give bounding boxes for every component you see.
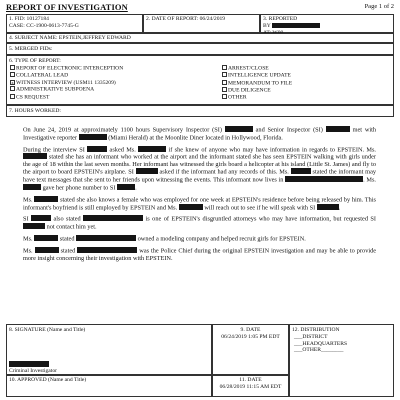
reported-label: 3. REPORTED (263, 16, 298, 22)
distribution-item[interactable]: ___OTHER________ (294, 347, 344, 354)
checkbox[interactable] (222, 80, 227, 85)
checkbox[interactable] (222, 72, 227, 77)
narrative-paragraph: During the interview SI asked Ms. if she knew of anyone who may have information in regards to EPSTEIN. Ms. stated she has an informant who worked at the airport and the informant stated she has seen EPSTEIN walking with girls under the age of 18 within the last seven months. Her informant has witnessed the girls board a helicopter at his island (Little St. James) and fly to the airport to board EPSTEIN's airplane. SI asked if the informant had any records of this. Ms. stated the informant may have text messages that she sent to her friends upon witnessing the events. This informant now lives in . Ms. gave her phone number to SI . (23, 146, 377, 192)
narrative-paragraph: SI also stated is one of EPSTEIN's disgruntled attorneys who may have information, but requested SI not contact him yet. (23, 215, 376, 231)
reported-at-field: AT: W00 (263, 29, 284, 36)
type-option-due-diligence[interactable]: DUE DILIGENCE (222, 87, 292, 94)
narrative (23, 126, 376, 266)
type-option-subpoena[interactable]: ADMINISTRATIVE SUBPOENA (10, 86, 123, 93)
report-title: REPORT OF INVESTIGATION (6, 2, 128, 12)
reported-by-label: BY (263, 22, 271, 29)
type-of-report-box (6, 55, 394, 105)
signature-label: 8. SIGNATURE (Name and Title) (9, 327, 86, 333)
narrative-paragraph: Ms. stated she also knows a female who was employed for one week at EPSTEIN's residence before being released by him. This informant's boyfriend is still employed by EPSTEIN and Ms. will reach out to see if he will speak with SI . (23, 196, 377, 212)
checkbox[interactable] (222, 65, 227, 70)
report-header (6, 2, 394, 13)
type-option-other[interactable]: OTHER (222, 94, 292, 101)
fid-field: 1. FID: 10127184 (9, 16, 49, 22)
signature-box (6, 324, 212, 375)
type-right-column (222, 65, 292, 101)
hours-worked-field: 7. HOURS WORKED: (9, 108, 61, 114)
report-page (6, 2, 394, 398)
checkbox[interactable] (10, 86, 15, 91)
date9-label: 9. DATE (240, 327, 261, 333)
distribution-label: 12. DISTRIBUTION (292, 327, 340, 333)
hours-worked-box (6, 105, 394, 117)
checkbox[interactable] (10, 94, 15, 99)
merged-fids-box (6, 43, 394, 55)
approved-label: 10. APPROVED (Name and Title) (9, 377, 87, 383)
date11-label: 11. DATE (239, 377, 262, 383)
signature-title: Criminal Investigator (9, 368, 58, 374)
distribution-item[interactable]: ___HEADQUARTERS (294, 340, 348, 347)
type-of-report-label: 6. TYPE OF REPORT: (9, 58, 61, 64)
checkbox[interactable] (10, 65, 15, 70)
fid-box (6, 14, 143, 33)
redaction-block (9, 361, 49, 367)
page-indicator: Page 1 of 2 (364, 3, 394, 10)
type-option-collateral[interactable]: COLLATERAL LEAD (10, 72, 123, 79)
date9-value: 06/24/2019 1:05 PM EDT (221, 333, 280, 340)
distribution-box (289, 324, 394, 397)
subject-field: 4. SUBJECT NAME: EPSTEIN,JEFFREY EDWARD (9, 35, 131, 41)
narrative-paragraph: On June 24, 2019 at approximately 1100 hours Supervisory Inspector (SI) and Senior Inspector (SI) met with Investigative reporter (Miami Herald) at the Moonlite Diner located in Hollywood, Florida. (23, 126, 377, 142)
date-of-report-field: 2. DATE OF REPORT: 06/24/2019 (146, 16, 226, 22)
type-option-memorandum[interactable]: MEMORANDUM TO FILE (222, 80, 292, 87)
approved-box (6, 375, 212, 397)
reported-box (260, 14, 394, 36)
checkbox-checked[interactable]: x (11, 80, 14, 86)
date11-value: 06/28/2019 11:15 AM EDT (219, 383, 282, 390)
case-field: CASE: CC-1900-0613-7745-G (9, 22, 79, 29)
checkbox[interactable] (222, 94, 227, 99)
narrative-paragraph: Ms. stated was the Police Chief during the original EPSTEIN investigation and may be able to provide more insight concerning their investigation with EPSTEIN. (23, 247, 377, 262)
merged-fids-field: 5. MERGED FIDs: (9, 46, 53, 52)
date-of-report-box (143, 14, 260, 33)
checkbox[interactable] (222, 87, 227, 92)
type-option-witness[interactable]: x WITNESS INTERVIEW (USM11 1335209) (11, 79, 116, 86)
date9-box (212, 324, 289, 375)
date11-box (212, 375, 289, 397)
type-option-intelligence[interactable]: INTELLIGENCE UPDATE (222, 72, 292, 79)
distribution-item[interactable]: ___DISTRICT (294, 333, 328, 340)
type-option-arrest[interactable]: ARREST/CLOSE (222, 65, 292, 72)
type-option-electronic[interactable]: REPORT OF ELECTRONIC INTERCEPTION (10, 65, 123, 72)
narrative-paragraph: Ms. stated owned a modeling company and helped recruit girls for EPSTEIN. (23, 235, 306, 243)
subject-box (6, 33, 394, 43)
checkbox[interactable] (10, 72, 15, 77)
type-option-cs-request[interactable]: CS REQUEST (10, 94, 123, 101)
distribution-list (292, 334, 391, 354)
type-left-column (10, 65, 123, 101)
redaction-block (272, 23, 320, 28)
